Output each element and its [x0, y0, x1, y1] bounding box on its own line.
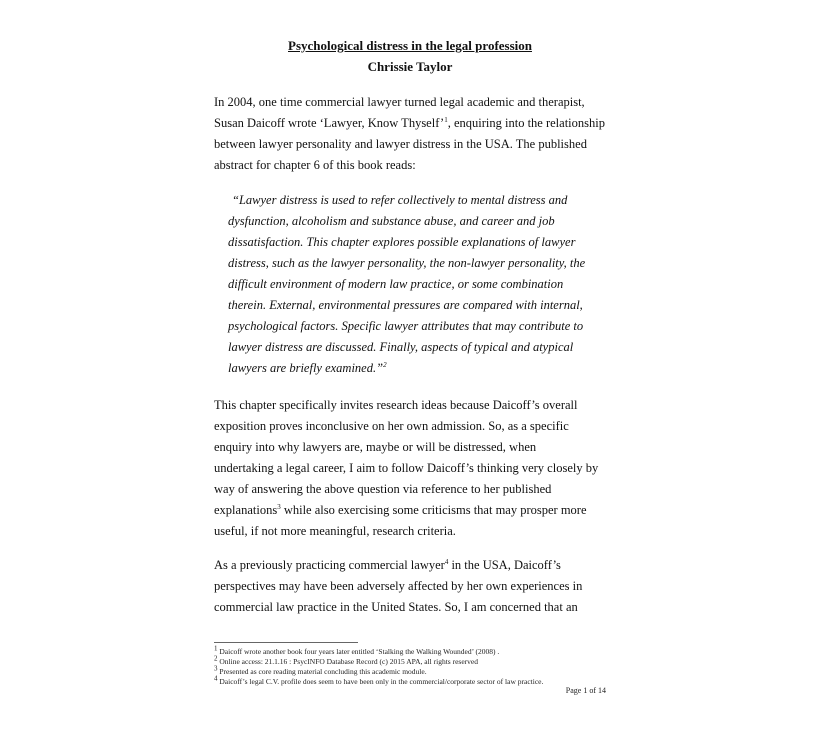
background-paragraph: [214, 555, 614, 618]
quote-line: “Lawyer distress is used to refer collectively to mental distress and: [232, 193, 568, 207]
text-line: abstract for chapter 6 of this book reads:: [214, 158, 416, 172]
text-line: commercial law practice in the United States. So, I am concerned that an: [214, 600, 578, 614]
quote-line: difficult environment of modern law practice, or some combination: [228, 277, 564, 291]
footnote-ref: 1: [444, 115, 448, 124]
text-line: useful, if not more meaningful, research criteria.: [214, 524, 456, 538]
footnote-ref: 4: [444, 557, 449, 566]
text-line: way of answering the above question via reference to her published: [214, 482, 552, 496]
document-title: Psychological distress in the legal profession: [288, 38, 532, 53]
footnote: $^3$ Presented as core reading material concluding this academic module.: [214, 664, 427, 676]
footnote: $^2$ Online access: 21.1.16 : PsycINFO Database Record (c) 2015 APA, all rights reserved: [214, 654, 479, 666]
abstract-quote: [228, 190, 628, 379]
quote-line: lawyer distress are discussed. Finally, aspects of typical and atypical: [228, 340, 574, 354]
text-line: undertaking a legal career, I aim to follow Daicoff’s thinking very closely by: [214, 461, 599, 475]
quote-line: lawyers are briefly examined.”$^2$: [228, 360, 387, 375]
text-line: In 2004, one time commercial lawyer turned legal academic and therapist,: [214, 95, 585, 109]
footnote-ref: 2: [383, 360, 387, 369]
text-line: between lawyer personality and lawyer distress in the USA. The published: [214, 137, 587, 151]
quote-line: dissatisfaction. This chapter explores possible explanations of lawyer: [228, 235, 576, 249]
research-paragraph: [214, 395, 614, 542]
text-line: enquiry into why lawyers are, maybe or will be distressed, when: [214, 440, 537, 454]
text-line: Susan Daicoff wrote ‘Lawyer, Know Thyself’$^1$, enquiring into the relationship: [214, 115, 605, 130]
author-name: Chrissie Taylor: [367, 59, 453, 74]
quote-line: distress, such as the lawyer personality, the non-lawyer personality, the: [228, 256, 586, 270]
page-number: Page 1 of 14: [565, 686, 606, 695]
footnote-divider: [214, 642, 358, 643]
text-line: As a previously practicing commercial lawyer$^4$ in the USA, Daicoff’s: [214, 557, 561, 572]
footnote: $^1$ Daicoff wrote another book four years later entitled ‘Stalking the Walking Wounded’ (2008) .: [214, 644, 500, 656]
quote-line: dysfunction, alcoholism and substance abuse, and career and job: [228, 214, 555, 228]
text-line: This chapter specifically invites research ideas because Daicoff’s overall: [214, 398, 578, 412]
footnotes: [214, 644, 614, 687]
text-line: explanations$^3$ while also exercising some criticisms that may prosper more: [214, 502, 587, 517]
footnote-ref: 3: [277, 502, 281, 511]
intro-paragraph: [214, 92, 614, 176]
footnote: $^4$ Daicoff’s legal C.V. profile does seem to have been only in the commercial/corporate sector of law practice.: [214, 674, 544, 686]
text-line: exposition proves inconclusive on her own admission. So, as a specific: [214, 419, 569, 433]
quote-line: psychological factors. Specific lawyer attributes that may contribute to: [228, 319, 584, 333]
text-line: perspectives may have been adversely affected by her own experiences in: [214, 579, 583, 593]
quote-line: therein. External, environmental pressures are compared with internal,: [228, 298, 583, 312]
